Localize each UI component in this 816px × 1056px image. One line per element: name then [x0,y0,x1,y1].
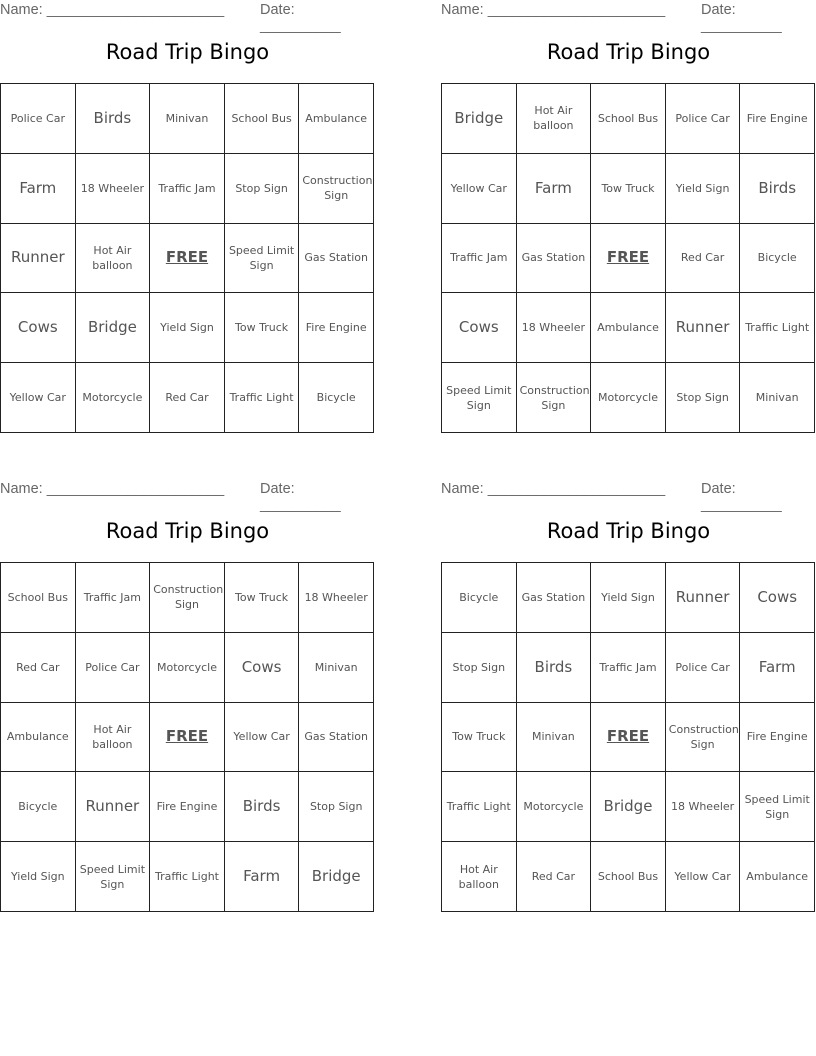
bingo-cell: Gas Station [299,223,374,293]
bingo-cell: Stop Sign [224,153,299,223]
bingo-cell: Construction Sign [516,363,591,433]
bingo-row [1,563,374,633]
free-space: FREE [591,223,666,293]
bingo-cell: Traffic Light [442,772,517,842]
bingo-cell: Farm [1,153,76,223]
bingo-row [442,223,815,293]
bingo-cell: Red Car [1,632,76,702]
bingo-cell: Stop Sign [665,363,740,433]
bingo-card-2 [441,0,816,434]
bingo-cell: Bridge [442,84,517,154]
bingo-row [442,293,815,363]
bingo-card-3 [0,479,375,913]
bingo-cell: Fire Engine [150,772,225,842]
bingo-row [1,842,374,912]
bingo-cell: Construction Sign [665,702,740,772]
bingo-cell: Yield Sign [665,153,740,223]
bingo-cell: Yellow Car [442,153,517,223]
bingo-cell: Cows [442,293,517,363]
bingo-cell: Farm [516,153,591,223]
bingo-cell: School Bus [591,842,666,912]
card-title: Road Trip Bingo [546,40,711,64]
bingo-cell: Bridge [591,772,666,842]
bingo-row [442,842,815,912]
free-space: FREE [150,223,225,293]
bingo-row [1,702,374,772]
bingo-cell: Farm [224,842,299,912]
bingo-card-4 [441,479,816,913]
bingo-cell: Hot Air balloon [442,842,517,912]
name-line: Name: ______________________ [0,481,225,497]
bingo-row [1,293,374,363]
bingo-cell: Fire Engine [299,293,374,363]
date-line: Date: __________ [260,481,341,513]
card-title: Road Trip Bingo [105,40,270,64]
bingo-cell: Runner [665,563,740,633]
bingo-cell: Motorcycle [150,632,225,702]
bingo-row [442,153,815,223]
bingo-cell: Runner [665,293,740,363]
card-header [441,479,816,513]
bingo-cell: Bicycle [299,363,374,433]
bingo-cell: Motorcycle [591,363,666,433]
bingo-cell: Tow Truck [224,293,299,363]
bingo-cell: Minivan [299,632,374,702]
bingo-cell: Runner [75,772,150,842]
bingo-cell: 18 Wheeler [665,772,740,842]
bingo-row [442,772,815,842]
card-header [441,0,816,34]
bingo-cell: Farm [740,632,815,702]
bingo-row [442,632,815,702]
bingo-cell: Traffic Jam [591,632,666,702]
bingo-cell: Police Car [665,632,740,702]
bingo-cell: Cows [224,632,299,702]
card-title: Road Trip Bingo [546,519,711,543]
bingo-cell: Traffic Jam [150,153,225,223]
bingo-cell: Bicycle [1,772,76,842]
bingo-cell: Motorcycle [75,363,150,433]
bingo-cell: Minivan [516,702,591,772]
bingo-cell: Birds [75,84,150,154]
bingo-row [1,153,374,223]
bingo-cell: Construction Sign [150,563,225,633]
name-line: Name: ______________________ [441,2,666,18]
name-line: Name: ______________________ [441,481,666,497]
bingo-cell: Speed Limit Sign [75,842,150,912]
bingo-cell: Police Car [665,84,740,154]
bingo-cell: Construction Sign [299,153,374,223]
bingo-cell: Bicycle [740,223,815,293]
bingo-row [1,632,374,702]
bingo-grid [0,562,374,912]
bingo-row [1,363,374,433]
bingo-cell: Tow Truck [442,702,517,772]
bingo-cell: Red Car [150,363,225,433]
bingo-grid [441,83,815,433]
free-space: FREE [591,702,666,772]
bingo-row [442,563,815,633]
bingo-cell: Yield Sign [591,563,666,633]
bingo-cell: Traffic Jam [75,563,150,633]
date-line: Date: __________ [260,2,341,34]
bingo-grid [441,562,815,912]
bingo-cell: Fire Engine [740,84,815,154]
bingo-cell: Minivan [740,363,815,433]
bingo-cell: School Bus [1,563,76,633]
bingo-cell: Yellow Car [1,363,76,433]
bingo-cell: Bicycle [442,563,517,633]
bingo-cell: Yellow Car [224,702,299,772]
name-line: Name: ______________________ [0,2,225,18]
bingo-row [1,223,374,293]
bingo-cell: Bridge [299,842,374,912]
bingo-cell: Ambulance [591,293,666,363]
bingo-cell: Yield Sign [150,293,225,363]
bingo-cell: Birds [516,632,591,702]
bingo-cell: Ambulance [740,842,815,912]
bingo-card-1 [0,0,375,434]
bingo-cell: Motorcycle [516,772,591,842]
bingo-cell: Ambulance [299,84,374,154]
bingo-cell: Fire Engine [740,702,815,772]
bingo-cell: Traffic Jam [442,223,517,293]
bingo-cell: Police Car [1,84,76,154]
bingo-cell: Yield Sign [1,842,76,912]
bingo-cell: Yellow Car [665,842,740,912]
bingo-cell: Stop Sign [299,772,374,842]
bingo-row [442,84,815,154]
bingo-cell: Hot Air balloon [516,84,591,154]
bingo-cell: 18 Wheeler [516,293,591,363]
card-header [0,479,375,513]
card-title: Road Trip Bingo [105,519,270,543]
bingo-cell: Tow Truck [224,563,299,633]
bingo-cell: School Bus [224,84,299,154]
bingo-cell: Ambulance [1,702,76,772]
bingo-cell: Gas Station [299,702,374,772]
bingo-cell: Speed Limit Sign [740,772,815,842]
bingo-cell: Traffic Light [740,293,815,363]
bingo-cell: Speed Limit Sign [224,223,299,293]
free-space: FREE [150,702,225,772]
bingo-cell: Speed Limit Sign [442,363,517,433]
bingo-cell: Traffic Light [150,842,225,912]
bingo-grid [0,83,374,433]
bingo-cell: Birds [740,153,815,223]
bingo-cell: School Bus [591,84,666,154]
card-header [0,0,375,34]
bingo-cell: Cows [1,293,76,363]
bingo-cell: Minivan [150,84,225,154]
bingo-cell: 18 Wheeler [299,563,374,633]
bingo-cell: Tow Truck [591,153,666,223]
bingo-cell: Red Car [516,842,591,912]
bingo-cell: Gas Station [516,223,591,293]
bingo-cell: Stop Sign [442,632,517,702]
date-line: Date: __________ [701,2,782,34]
bingo-row [1,772,374,842]
bingo-cell: Traffic Light [224,363,299,433]
bingo-cell: Hot Air balloon [75,702,150,772]
bingo-row [442,702,815,772]
bingo-cell: Gas Station [516,563,591,633]
bingo-row [1,84,374,154]
bingo-cell: Red Car [665,223,740,293]
bingo-cell: Bridge [75,293,150,363]
bingo-cell: Runner [1,223,76,293]
bingo-cell: 18 Wheeler [75,153,150,223]
bingo-cell: Birds [224,772,299,842]
bingo-cell: Cows [740,563,815,633]
bingo-cell: Police Car [75,632,150,702]
date-line: Date: __________ [701,481,782,513]
bingo-cell: Hot Air balloon [75,223,150,293]
bingo-row [442,363,815,433]
